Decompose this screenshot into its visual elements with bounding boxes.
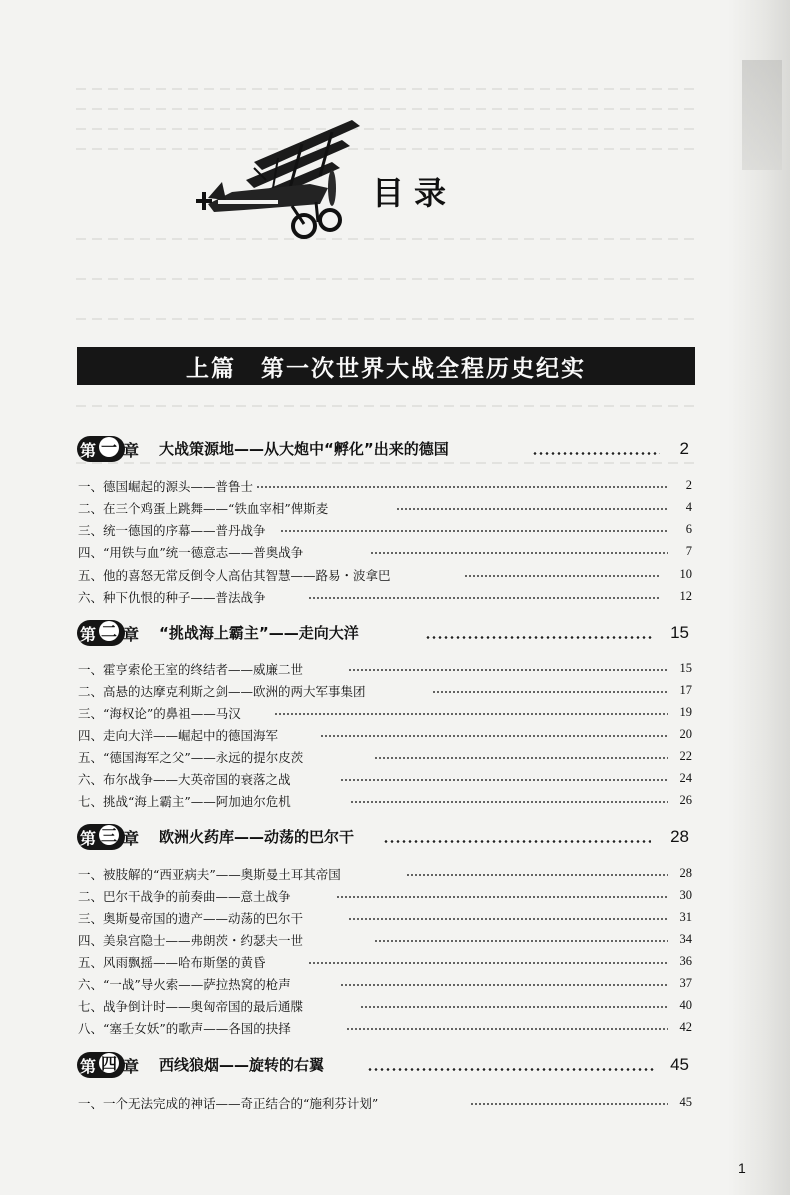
page-title: 目录	[372, 174, 457, 212]
dot-leader	[383, 840, 651, 843]
show-through-line	[76, 238, 696, 240]
chapter-title: 大战策源地——从大炮中“孵化”出来的德国	[159, 440, 449, 458]
show-through-line	[76, 318, 696, 320]
page-edge-shadow	[728, 0, 790, 1195]
toc-entry: 四、走向大洋——崛起中的德国海军 20	[78, 727, 692, 743]
page-number: 1	[738, 1160, 746, 1176]
chapter-page: 2	[679, 439, 689, 458]
toc-entry: 六、种下仇恨的种子——普法战争 12	[78, 589, 692, 605]
toc-entry: 六、布尔战争——大英帝国的衰落之战 24	[78, 771, 692, 787]
show-through-line	[76, 108, 696, 110]
edge-mark	[742, 60, 782, 170]
dot-leader	[425, 636, 653, 639]
toc-entry: 四、“用铁与血”统一德意志——普奥战争 7	[78, 544, 692, 560]
chapter-heading	[77, 1051, 695, 1081]
chapter-heading	[77, 435, 695, 465]
toc-entry: 三、“海权论”的鼻祖——马汉 19	[78, 705, 692, 721]
show-through-line	[76, 148, 696, 150]
toc-entry: 五、风雨飘摇——哈布斯堡的黄昏 36	[78, 954, 692, 970]
chapter-badge: 第 一 章	[77, 436, 157, 462]
toc-entry: 一、被肢解的“西亚病夫”——奥斯曼土耳其帝国 28	[78, 866, 692, 882]
toc-entry: 四、美泉宫隐士——弗朗茨・约瑟夫一世 34	[78, 932, 692, 948]
chapter-badge: 第 二 章	[77, 620, 157, 646]
toc-entry: 五、他的喜怒无常反倒令人高估其智慧——路易・波拿巴 10	[78, 567, 692, 583]
chapter-page: 28	[670, 827, 689, 846]
chapter-title: 西线狼烟——旋转的右翼	[159, 1056, 325, 1074]
toc-entry: 五、“德国海军之父”——永远的提尔皮茨 22	[78, 749, 692, 765]
chapter-heading	[77, 823, 695, 853]
part-banner: 上篇 第一次世界大战全程历史纪实	[77, 347, 695, 385]
toc-entry: 七、战争倒计时——奥匈帝国的最后通牒 40	[78, 998, 692, 1014]
chapter-title: 欧洲火药库——动荡的巴尔干	[159, 828, 355, 846]
toc-entry: 七、挑战“海上霸主”——阿加迪尔危机 26	[78, 793, 692, 809]
toc-entry: 一、德国崛起的源头——普鲁士 2	[78, 478, 692, 494]
toc-entry: 三、统一德国的序幕——普丹战争 6	[78, 522, 692, 538]
chapter-title: “挑战海上霸主”——走向大洋	[159, 624, 359, 642]
toc-entry: 六、“一战”导火索——萨拉热窝的枪声 37	[78, 976, 692, 992]
toc-entry: 八、“塞壬女妖”的歌声——各国的抉择 42	[78, 1020, 692, 1036]
toc-entry: 二、在三个鸡蛋上跳舞——“铁血宰相”俾斯麦 4	[78, 500, 692, 516]
toc-entry: 二、高悬的达摩克利斯之剑——欧洲的两大军事集团 17	[78, 683, 692, 699]
dot-leader	[367, 1068, 655, 1071]
chapter-page: 15	[670, 623, 689, 642]
dot-leader	[532, 452, 660, 455]
show-through-line	[76, 128, 696, 130]
toc-entry: 二、巴尔干战争的前奏曲——意土战争 30	[78, 888, 692, 904]
chapter-heading	[77, 619, 695, 649]
show-through-line	[76, 405, 696, 407]
toc-entry: 一、霍亨索伦王室的终结者——威廉二世 15	[78, 661, 692, 677]
chapter-badge: 第 三 章	[77, 824, 157, 850]
show-through-line	[76, 278, 696, 280]
chapter-badge: 第 四 章	[77, 1052, 157, 1078]
triplane-illustration-icon	[192, 118, 362, 240]
toc-entry: 一、一个无法完成的神话——奇正结合的“施利芬计划” 45	[78, 1095, 692, 1111]
show-through-line	[76, 88, 696, 90]
chapter-page: 45	[670, 1055, 689, 1074]
toc-entry: 三、奥斯曼帝国的遗产——动荡的巴尔干 31	[78, 910, 692, 926]
